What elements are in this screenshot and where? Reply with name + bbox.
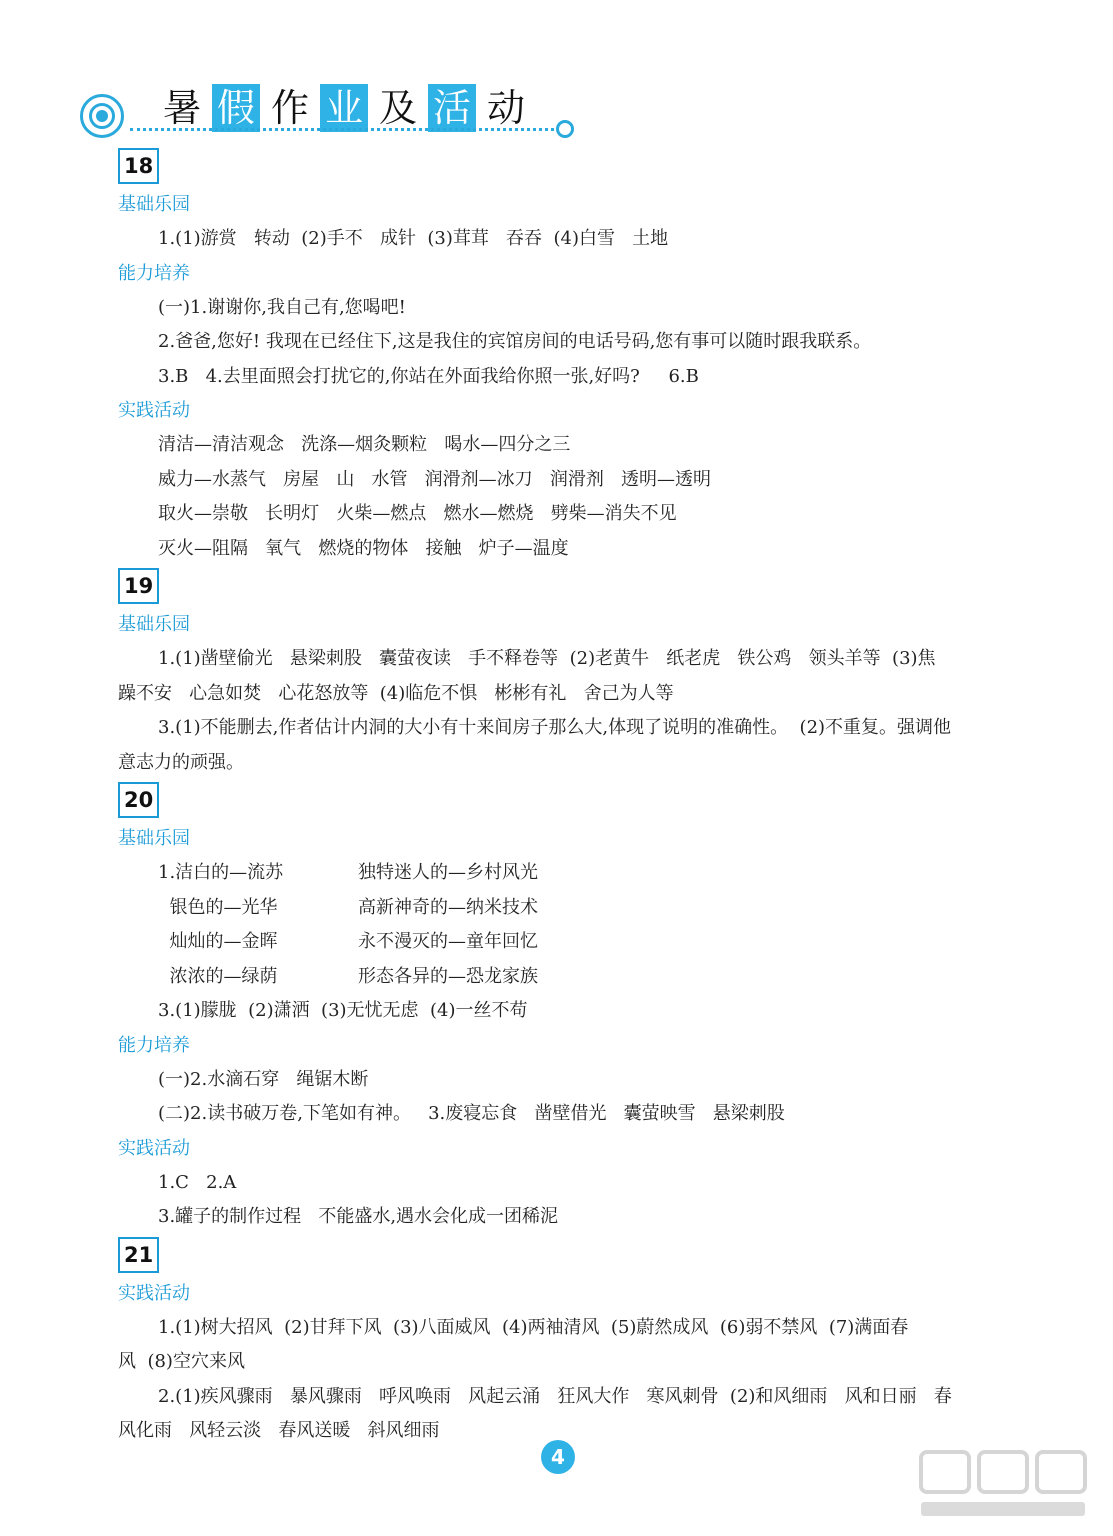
answer-line: 躁不安 心急如焚 心花怒放等 (4)临危不惧 彬彬有礼 舍己为人等 [118, 682, 674, 704]
match-right: 形态各异的—恐龙家族 [358, 965, 538, 987]
answer-line: (一)1.谢谢你,我自己有,您喝吧! [158, 296, 406, 318]
section-heading: 能力培养 [118, 262, 190, 284]
header-title-char: 及 [378, 86, 417, 130]
header-title-char: 动 [486, 86, 525, 130]
section-heading: 基础乐园 [118, 828, 190, 849]
answer-line: 1.(1)游赏 转动 (2)手不 成针 (3)茸茸 吞吞 (4)白雪 土地 [158, 228, 669, 249]
section-number-20: 20 [118, 782, 159, 818]
answer-line: (二)2.读书破万卷,下笔如有神。 3.废寝忘食 凿壁借光 囊萤映雪 悬梁刺股 [158, 1103, 785, 1124]
answer-line: 1.(1)凿壁偷光 悬梁刺股 囊萤夜读 手不释卷等 (2)老黄牛 纸老虎 铁公鸡 领头羊等 (3)焦 [158, 648, 936, 669]
match-right: 独特迷人的—乡村风光 [358, 862, 538, 883]
match-left: 1.洁白的—流苏 [158, 862, 284, 883]
answer-line: (一)2.水滴石穿 绳锯木断 [158, 1068, 369, 1090]
match-right: 永不漫灭的—童年回忆 [358, 931, 538, 952]
dotted-divider [130, 128, 560, 131]
answer-line: 2.爸爸,您好! 我现在已经住下,这是我住的宾馆房间的电话号码,您有事可以随时跟我联系。 [158, 331, 872, 352]
answer-line: 灭火—阻隔 氧气 燃烧的物体 接触 炉子—温度 [158, 537, 569, 559]
section-number-19: 19 [118, 568, 159, 604]
section-heading: 实践活动 [118, 1137, 190, 1159]
answer-line: 2.(1)疾风骤雨 暴风骤雨 呼风唤雨 风起云涌 狂风大作 寒风刺骨 (2)和风细雨 风和日丽 春 [158, 1385, 952, 1407]
answer-line: 1.(1)树大招风 (2)甘拜下风 (3)八面威风 (4)两袖清风 (5)蔚然成风 (6)弱不禁风 (7)满面春 [158, 1316, 909, 1338]
divider-end-circle-icon [556, 120, 574, 138]
header-title-char: 活 [428, 84, 476, 132]
answer-line: 取火—崇敬 长明灯 火柴—燃点 燃水—燃烧 劈柴—消失不见 [158, 503, 677, 524]
match-left: 银色的—光华 [158, 896, 278, 918]
section-heading: 实践活动 [118, 1282, 190, 1304]
header-title-char: 假 [212, 84, 260, 132]
section-heading: 实践活动 [118, 400, 190, 421]
match-left: 浓浓的—绿荫 [158, 965, 278, 987]
answer-line: 风化雨 风轻云淡 春风送暖 斜风细雨 [118, 1420, 440, 1441]
header-title-char: 暑 [162, 86, 201, 130]
page-number: 4 [541, 1440, 575, 1474]
match-row [118, 960, 1008, 995]
answer-line: 3.B 4.去里面照会打扰它的,你站在外面我给你照一张,好吗? 6.B [158, 365, 699, 387]
header-title-char: 业 [320, 84, 368, 132]
section-heading: 基础乐园 [118, 614, 190, 635]
answer-line: 3.(1)朦胧 (2)潇洒 (3)无忧无虑 (4)一丝不苟 [158, 1000, 528, 1021]
section-number-21: 21 [118, 1237, 159, 1273]
section-heading: 基础乐园 [118, 194, 190, 215]
answer-line: 清洁—清洁观念 洗涤—烟灸颗粒 喝水—四分之三 [158, 434, 571, 455]
match-right: 高新神奇的—纳米技术 [358, 896, 538, 918]
answer-content [118, 146, 1008, 1449]
section-number-18: 18 [118, 148, 159, 184]
answer-line: 3.罐子的制作过程 不能盛水,遇水会化成一团稀泥 [158, 1206, 559, 1227]
answer-line: 威力—水蒸气 房屋 山 水管 润滑剂—冰刀 润滑剂 透明—透明 [158, 468, 711, 490]
answer-line: 意志力的顽强。 [118, 751, 244, 773]
answer-line: 1.C 2.A [158, 1171, 237, 1193]
header-title [158, 84, 530, 132]
match-row [118, 925, 1008, 960]
header-title-char: 作 [270, 86, 309, 130]
match-row [118, 891, 1008, 926]
match-row [118, 856, 1008, 891]
section-heading: 能力培养 [118, 1034, 190, 1056]
target-ring-icon [80, 94, 124, 138]
watermark-logo-icon [913, 1444, 1093, 1524]
match-left: 灿灿的—金晖 [158, 931, 278, 952]
answer-line: 风 (8)空穴来风 [118, 1351, 245, 1372]
page-header [80, 84, 600, 144]
answer-line: 3.(1)不能删去,作者估计内洞的大小有十来间房子那么大,体现了说明的准确性。 (2)不重复。强调他 [158, 717, 952, 738]
